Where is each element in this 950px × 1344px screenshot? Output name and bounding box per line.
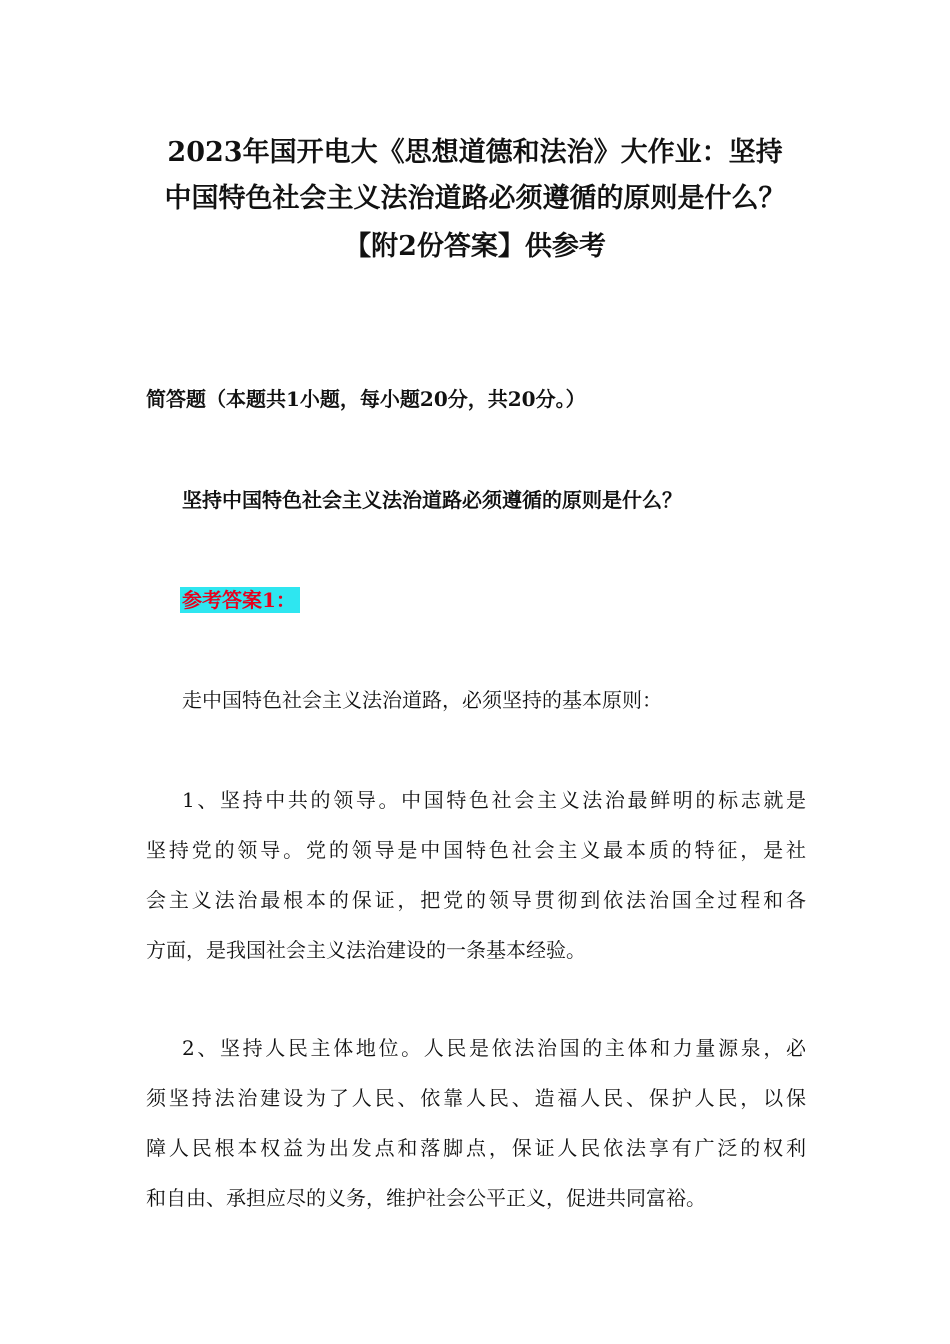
paragraph-2-line-3: 障人民根本权益为出发点和落脚点，保证人民依法享有广泛的权利 [146, 1136, 806, 1160]
document-title-line-3: 【附2份答案】供参考 [344, 231, 606, 262]
paragraph-2-line-4: 和自由、承担应尽的义务，维护社会公平正义，促进共同富裕。 [146, 1186, 706, 1210]
paragraph-2-line-2: 须坚持法治建设为了人民、依靠人民、造福人民、保护人民，以保 [146, 1086, 806, 1110]
section-heading: 简答题（本题共1小题，每小题20分，共20分。） [146, 387, 586, 411]
paragraph-1-line-3: 会主义法治最根本的保证，把党的领导贯彻到依法治国全过程和各 [146, 888, 806, 912]
answer-intro: 走中国特色社会主义法治道路，必须坚持的基本原则： [182, 688, 662, 712]
paragraph-1-line-2: 坚持党的领导。党的领导是中国特色社会主义最本质的特征，是社 [146, 838, 806, 862]
document-title-line-1: 2023年国开电大《思想道德和法治》大作业：坚持 [167, 137, 783, 168]
paragraph-2-line-1: 2、坚持人民主体地位。人民是依法治国的主体和力量源泉，必 [182, 1036, 806, 1060]
document-title-line-2: 中国特色社会主义法治道路必须遵循的原则是什么？ [164, 183, 786, 214]
paragraph-1-line-1: 1、坚持中共的领导。中国特色社会主义法治最鲜明的标志就是 [182, 788, 806, 812]
question-text: 坚持中国特色社会主义法治道路必须遵循的原则是什么？ [182, 488, 682, 512]
paragraph-1-line-4: 方面，是我国社会主义法治建设的一条基本经验。 [146, 938, 586, 962]
answer-label: 参考答案1： [180, 587, 300, 613]
